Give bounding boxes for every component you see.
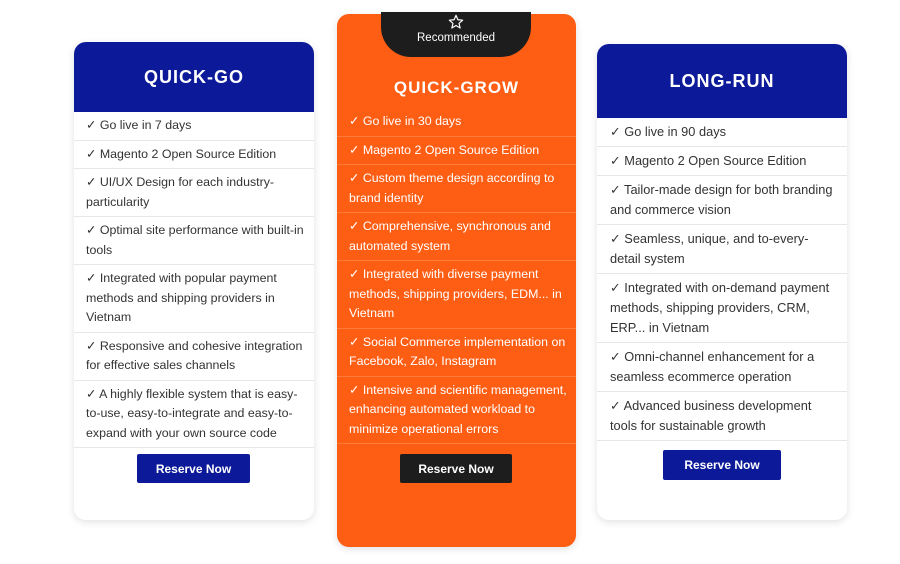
feature-item: ✓ Go live in 90 days (597, 118, 847, 147)
feature-item: ✓ Intensive and scientific management, enhancing automated workload to minimize operational errors (337, 377, 576, 445)
feature-list (597, 118, 847, 441)
recommended-badge (381, 12, 531, 57)
feature-list (74, 112, 314, 448)
badge-label: Recommended (417, 32, 495, 44)
feature-item: ✓ Go live in 7 days (74, 112, 314, 141)
feature-item: ✓ UI/UX Design for each industry-particularity (74, 169, 314, 217)
star-outline-icon (448, 12, 464, 30)
feature-item: ✓ Integrated with diverse payment methods, shipping providers, EDM... in Vietnam (337, 261, 576, 329)
feature-list (337, 108, 576, 444)
plan-card-quick-grow (337, 14, 576, 547)
feature-item: ✓ Comprehensive, synchronous and automated system (337, 213, 576, 261)
feature-item: ✓ Magento 2 Open Source Edition (74, 141, 314, 170)
feature-item: ✓ Integrated with on-demand payment methods, shipping providers, CRM, ERP... in Vietnam (597, 274, 847, 343)
feature-item: ✓ Go live in 30 days (337, 108, 576, 137)
plan-card-long-run (597, 44, 847, 520)
feature-item: ✓ Custom theme design according to brand identity (337, 165, 576, 213)
feature-item: ✓ Integrated with popular payment methods and shipping providers in Vietnam (74, 265, 314, 333)
feature-item: ✓ Advanced business development tools for sustainable growth (597, 392, 847, 441)
feature-item: ✓ Magento 2 Open Source Edition (597, 147, 847, 176)
feature-item: ✓ Responsive and cohesive integration for effective sales channels (74, 333, 314, 381)
feature-item: ✓ A highly flexible system that is easy-to-use, easy-to-integrate and easy-to-expand with your own source code (74, 381, 314, 449)
feature-item: ✓ Optimal site performance with built-in tools (74, 217, 314, 265)
plan-title: QUICK-GROW (393, 78, 520, 97)
plan-title: LONG-RUN (597, 44, 847, 118)
plan-title: QUICK-GO (74, 42, 314, 112)
feature-item: ✓ Social Commerce implementation on Facebook, Zalo, Instagram (337, 329, 576, 377)
plan-card-quick-go (74, 42, 314, 520)
feature-item: ✓ Omni-channel enhancement for a seamless ecommerce operation (597, 343, 847, 392)
feature-item: ✓ Tailor-made design for both branding and commerce vision (597, 176, 847, 225)
reserve-now-button[interactable]: Reserve Now (137, 454, 250, 483)
reserve-now-button[interactable]: Reserve Now (400, 454, 512, 483)
feature-item: ✓ Magento 2 Open Source Edition (337, 137, 576, 166)
feature-item: ✓ Seamless, unique, and to-every-detail system (597, 225, 847, 274)
reserve-now-button[interactable]: Reserve Now (663, 450, 781, 480)
